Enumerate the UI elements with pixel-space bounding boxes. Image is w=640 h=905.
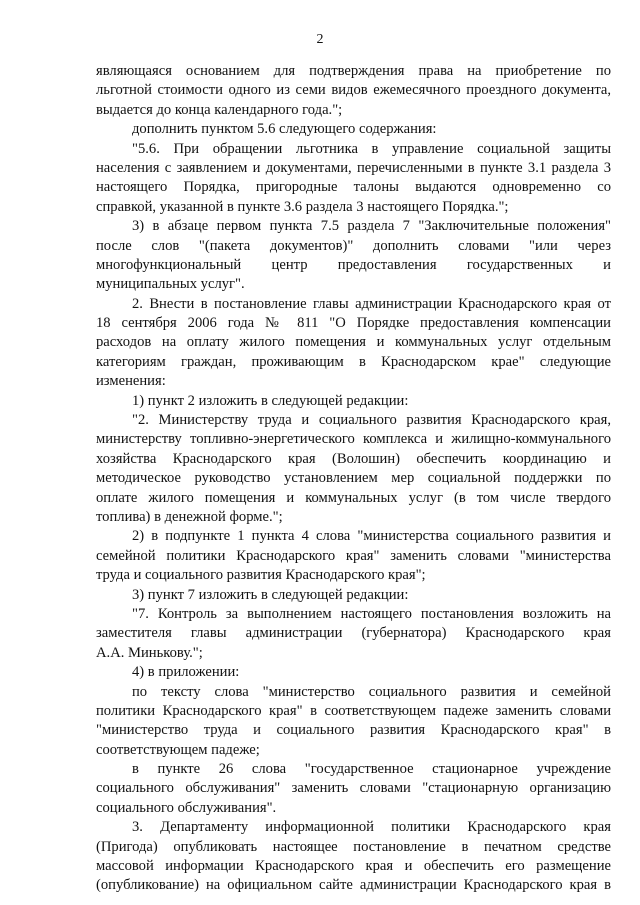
text-line: 4) в приложении: (132, 664, 240, 681)
text-line: социального обслуживания". (96, 799, 277, 816)
text-line: 1) пункт 2 изложить в следующей редакции: (132, 392, 409, 409)
text-line: 3. Департаменту информационной политики Краснодарского края (132, 819, 611, 836)
text-line: категориям граждан, проживающим в Краснодарском крае" следующие (96, 353, 611, 370)
text-line: выдается до конца календарного года."; (96, 101, 343, 118)
page-number: 2 (316, 32, 324, 47)
text-line: справкой, указанной в пункте 3.6 раздела 3 настоящего Порядка."; (96, 198, 509, 215)
text-line: министерству топливно-энергетического комплекса и жилищно-коммунального (96, 431, 611, 448)
text-line: "5.6. При обращении льготника в управление социальной защиты (132, 140, 611, 157)
text-line: соответствующем падеже; (96, 741, 260, 758)
text-line: социального обслуживания" заменить словами "стационарную организацию (96, 780, 611, 797)
text-line: 3) в абзаце первом пункта 7.5 раздела 7 "Заключительные положения" (132, 218, 611, 235)
text-line: семейной политики Краснодарского края" заменить словами "министерства (96, 547, 611, 564)
text-line: политики Краснодарского края" в соответствующем падеже заменить словами (96, 702, 611, 719)
text-line: расходов на оплату жилого помещения и коммунальных услуг отдельным (96, 334, 611, 351)
text-line: являющаяся основанием для подтверждения права на приобретение по (96, 63, 611, 79)
text-line: (Пригода) опубликовать настоящее постановление в печатном средстве (96, 838, 611, 855)
text-line: многофункциональный центр предоставления государственных и (96, 256, 611, 273)
text-line: населения с заявлением и документами, перечисленными в пункте 3.1 раздела 3 (96, 159, 611, 176)
text-line: труда и социального развития Краснодарского края"; (96, 567, 426, 584)
text-line: оплате жилого помещения и коммунальных услуг (в том числе твердого (96, 489, 611, 506)
text-line: льготной стоимости одного из семи видов ежемесячного проездного документа, (96, 82, 611, 99)
text-line: топлива) в денежной форме."; (96, 508, 283, 525)
text-line: 2) в подпункте 1 пункта 4 слова "министерства социального развития и (132, 528, 611, 545)
text-line: муниципальных услуг". (96, 276, 245, 293)
text-line: 2. Внести в постановление главы администрации Краснодарского края от (132, 295, 611, 312)
text-line: после слов "(пакета документов)" дополнить словами "или через (96, 237, 611, 254)
text-line: (опубликование) на официальном сайте администрации Краснодарского края в (96, 877, 611, 894)
text-line: "7. Контроль за выполнением настоящего постановления возложить на (132, 605, 611, 622)
text-line: дополнить пунктом 5.6 следующего содержания: (132, 121, 437, 138)
text-line: заместителя главы администрации (губернатора) Краснодарского края (96, 625, 611, 642)
text-line: хозяйства Краснодарского края (Волошин) обеспечить координацию и (96, 450, 611, 467)
text-line: изменения: (96, 373, 166, 390)
text-line: в пункте 26 слова "государственное стационарное учреждение (132, 761, 611, 778)
text-line: "министерство труда и социального развития Краснодарского края" в (96, 722, 611, 739)
text-line: "2. Министерству труда и социального развития Краснодарского края, (132, 412, 611, 429)
text-line: настоящего Порядка, пригородные талоны выдаются одновременно со (96, 179, 611, 196)
text-line: методическое руководство установлением мер социальной поддержки по (96, 470, 611, 487)
text-line: А.А. Минькову."; (96, 644, 203, 661)
text-line: 3) пункт 7 изложить в следующей редакции: (132, 586, 409, 603)
text-line: 18 сентября 2006 года № 811 "О Порядке предоставления компенсации (96, 315, 611, 332)
text-line: массовой информации Краснодарского края и обеспечить его размещение (96, 858, 611, 875)
document-body (96, 62, 611, 896)
text-line: по тексту слова "министерство социального развития и семейной (132, 683, 611, 700)
